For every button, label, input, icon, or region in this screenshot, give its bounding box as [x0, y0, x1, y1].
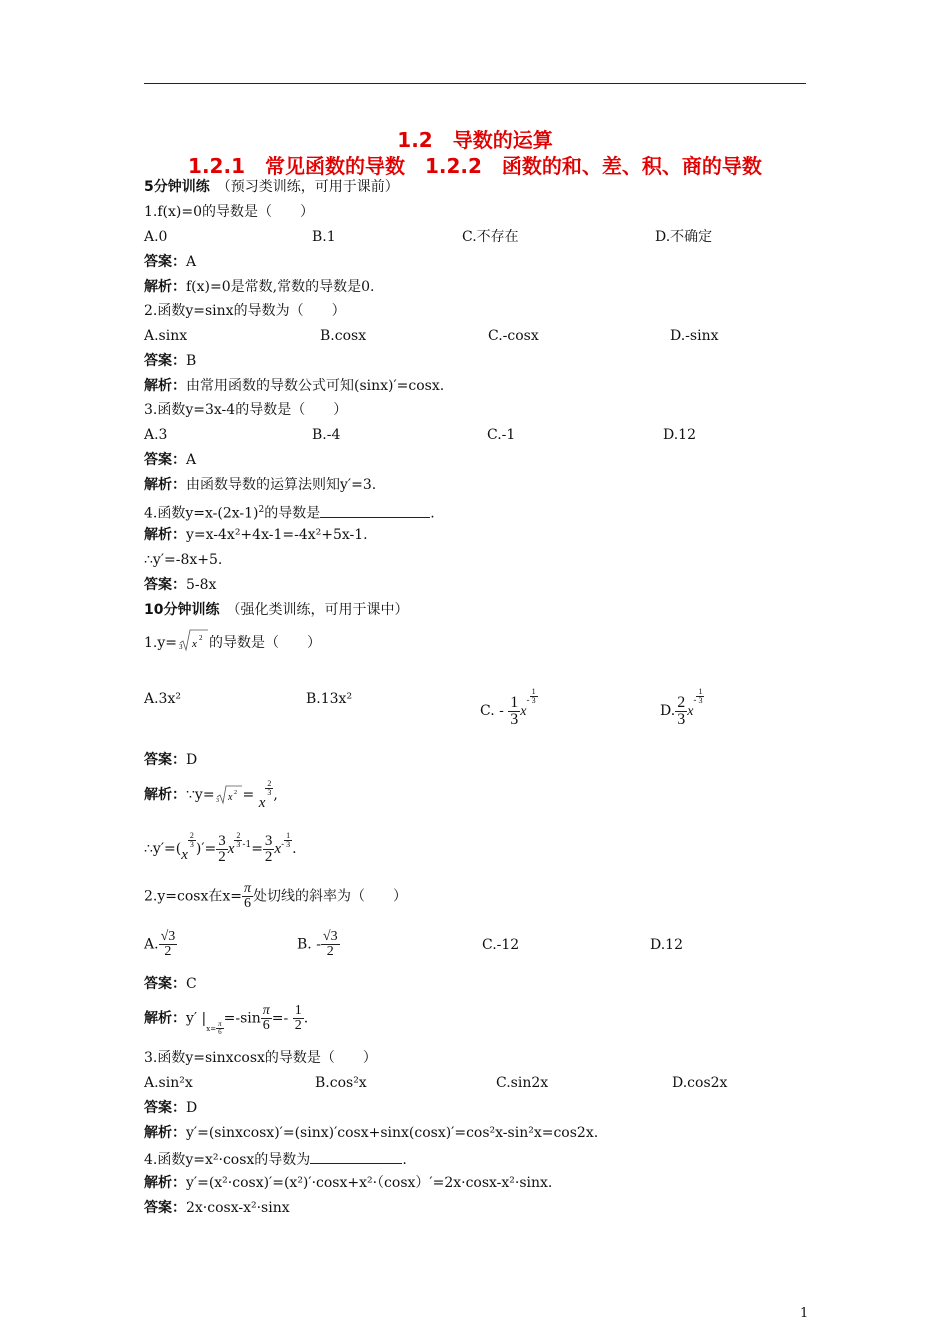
r3-answer: 答案：D — [144, 1100, 198, 1116]
r2-option-c: C.-12 — [482, 937, 520, 953]
section-5min: 5分钟训练 （预习类训练，可用于课前） — [144, 179, 399, 195]
r2-option-a: A. $\frac{√3}{2}$ — [144, 929, 176, 959]
cube-root-icon — [215, 783, 243, 805]
section-10min: 10分钟训练 （强化类训练，可用于课中） — [144, 602, 409, 618]
q4-explanation: 解析：y=x-4x²+4x-1=-4x²+5x-1. — [144, 527, 368, 543]
r3-option-d: D.cos2x — [672, 1075, 728, 1091]
r1-option-a: A.3x² — [144, 691, 181, 707]
q2-stem: 2.函数y=sinx的导数为（ ） — [144, 303, 346, 319]
r2-stem: 2.y=cosx在x= $\frac{\pi}{6}$ 处切线的斜率为（ ） — [144, 881, 407, 911]
q4-answer: 答案：5-8x — [144, 577, 217, 593]
q1-explanation: 解析：f(x)=0是常数,常数的导数是0. — [144, 279, 375, 295]
q2-explanation: 解析：由常用函数的导数公式可知(sinx)′=cosx. — [144, 378, 445, 394]
q3-stem: 3.函数y=3x-4的导数是（ ） — [144, 402, 348, 418]
q3-answer: 答案：A — [144, 452, 197, 468]
header-rule — [144, 83, 806, 84]
r1-answer: 答案：D — [144, 752, 198, 768]
q1-option-d: D.不确定 — [655, 229, 713, 245]
r1-option-b: B.13x² — [306, 691, 353, 707]
q1-option-b: B.1 — [312, 229, 336, 245]
q3-explanation: 解析：由函数导数的运算法则知y′=3. — [144, 477, 377, 493]
q3-option-b: B.-4 — [312, 427, 341, 443]
r2-explanation: 解析：y′ $|_{x= \frac{\pi}{6}}$ =-sin $\frac{\pi}{6}$ =- $\frac{1}{2}$ . — [144, 1003, 309, 1036]
q3-option-d: D.12 — [663, 427, 696, 443]
svg-text:3: 3 — [215, 798, 219, 804]
q1-answer: 答案：A — [144, 254, 197, 270]
page-number: 1 — [800, 1306, 809, 1321]
svg-text:x: x — [227, 792, 232, 803]
r1-stem: 1.y= 3 x 2 的导数是（ ） — [144, 627, 321, 658]
q3-option-c: C.-1 — [487, 427, 516, 443]
r2-option-b: B. - $\frac{√3}{2}$ — [297, 929, 338, 959]
r3-explanation: 解析：y′=(sinxcosx)′=(sinx)′cosx+sinx(cosx)′=cos²x-sin²x=cos2x. — [144, 1125, 599, 1141]
r1-option-c: C. - $\frac{1}{3}$ x- $\frac{1}{3}$ — [480, 687, 536, 728]
r4-answer: 答案：2x·cosx-x²·sinx — [144, 1200, 290, 1216]
r4-stem: 4.函数y=x²·cosx的导数为 . — [144, 1149, 407, 1169]
q2-option-c: C.-cosx — [488, 328, 539, 344]
r2-option-d: D.12 — [650, 937, 683, 953]
page-title: 1.2 导数的运算 — [397, 128, 553, 152]
q1-option-a: A.0 — [144, 229, 168, 245]
r2-answer: 答案：C — [144, 976, 197, 992]
r3-option-b: B.cos²x — [315, 1075, 367, 1091]
q4-explanation-line2: ∴y′=-8x+5. — [144, 552, 223, 568]
cube-root-icon — [177, 627, 209, 658]
svg-text:3: 3 — [179, 643, 183, 651]
r3-stem: 3.函数y=sinxcosx的导数是（ ） — [144, 1050, 377, 1066]
page-subtitle: 1.2.1 常见函数的导数 1.2.2 函数的和、差、积、商的导数 — [188, 154, 762, 178]
r3-option-c: C.sin2x — [496, 1075, 549, 1091]
q1-stem: 1.f(x)=0的导数是（ ） — [144, 204, 314, 220]
q2-option-b: B.cosx — [320, 328, 367, 344]
r1-explanation-line2: ∴y′=(x $\frac{2}{3}$ )′= $\frac{3}{2}$ x $\frac{2}{3}$ $^{-1}$= $\frac{3}{2}$ x- $\frac{1}{3}$ . — [144, 831, 297, 865]
r4-explanation: 解析：y′=(x²·cosx)′=(x²)′·cosx+x²·（cosx）′=2x·cosx-x²·sinx. — [144, 1175, 553, 1191]
q2-option-a: A.sinx — [144, 328, 188, 344]
q2-option-d: D.-sinx — [670, 328, 719, 344]
r1-explanation: 解析：∵y= 3 x 2 = x $\frac{2}{3}$ , — [144, 779, 278, 811]
r3-option-a: A.sin²x — [144, 1075, 193, 1091]
svg-text:2: 2 — [233, 790, 237, 796]
q3-option-a: A.3 — [144, 427, 168, 443]
q4-stem: 4.函数$y=x-(2x-1)^2$的导数是 . — [144, 501, 435, 523]
q1-option-c: C.不存在 — [462, 229, 519, 245]
svg-text:x: x — [192, 638, 197, 650]
svg-text:2: 2 — [199, 634, 203, 642]
q2-answer: 答案：B — [144, 353, 197, 369]
r1-option-d: D. $\frac{2}{3}$ x- $\frac{1}{3}$ — [660, 687, 703, 728]
